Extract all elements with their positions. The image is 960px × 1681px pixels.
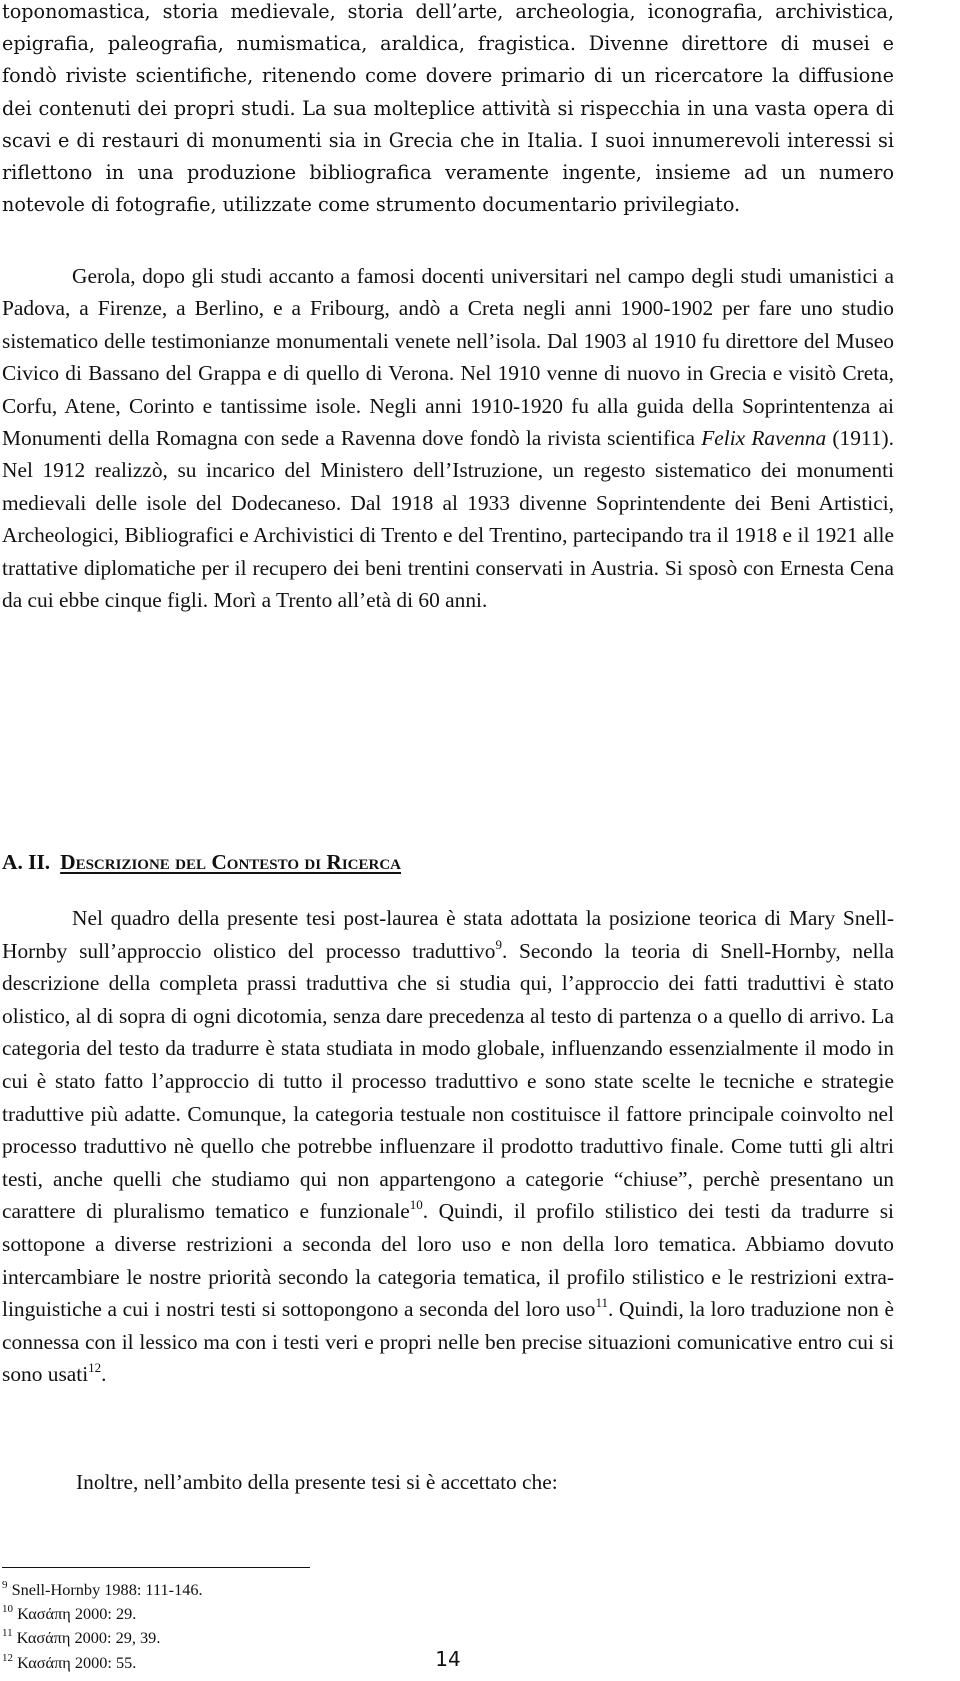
paragraph-biography-intro bbox=[2, 0, 894, 221]
footnote-reference[interactable]: 11 bbox=[595, 1295, 608, 1311]
footnote-reference[interactable]: 9 bbox=[495, 936, 502, 952]
footnote-item bbox=[2, 1602, 203, 1626]
footnote-number: 9 bbox=[2, 1579, 8, 1591]
footnote-number: 12 bbox=[2, 1651, 13, 1664]
paragraph-text: . Secondo la teoria di Snell-Hornby, nella descrizione della completa prassi traduttiva che si studia qui, l’approccio dei fatti traduttivi è stato olistico, al di sopra di ogni dicotomia, senza dare precedenza al testo di partenza o a quello di arrivo. La categoria del testo da tradurre è stata studiata in modo globale, influenzando essenzialmente il modo in cui è stato fatto l’approccio di tutto il processo traduttivo e sono state scelte le tecniche e strategie traduttive più adatte. Comunque, la categoria testuale non costituisce il fattore principale coinvolto nel processo traduttivo nè quello che potrebbe influenzare il prodotto traduttivo finale. Come tutti gli altri testi, anche quelli che studiamo qui non appartengono a categorie “chiuse”, perchè presentano un carattere di pluralismo tematico e funzionale bbox=[2, 938, 894, 1224]
journal-title: Felix Ravenna bbox=[701, 426, 827, 451]
paragraph-conclusion-lead bbox=[2, 1466, 894, 1499]
paragraph-text: Nel quadro della presente tesi post-laurea è stata adottata la posizione teorica di Mary Snell-Hornby sull’approccio olistico del processo traduttivo bbox=[2, 906, 894, 963]
footnote-number: 10 bbox=[2, 1603, 13, 1616]
paragraph-text: Inoltre, nell’ambito della presente tesi si è accettato che: bbox=[76, 1470, 558, 1494]
footnote-number: 11 bbox=[2, 1627, 13, 1640]
footnote-text: Κασάπη 2000: 29. bbox=[17, 1604, 137, 1624]
section-title: Descrizione del Contesto di Ricerca bbox=[60, 850, 402, 874]
footnote-reference[interactable]: 10 bbox=[409, 1197, 423, 1213]
section-heading bbox=[2, 850, 401, 875]
paragraph-text: Gerola, dopo gli studi accanto a famosi docenti universitari nel campo degli studi umanistici a Padova, a Firenze, a Berlino, e a Fribourg, andò a Creta negli anni 1900-1902 per fare uno studio sistematico delle testimonianze monumentali venete nell’isola. Dal 1903 al 1910 fu direttore del Museo Civico di Bassano del Grappa e di quello di Verona. Nel 1910 venne di nuovo in Grecia e visitò Creta, Corfu, Atene, Corinto e tantissime isole. Negli anni 1910-1920 fu alla guida della Soprintentenza ai Monumenti della Romagna con sede a Ravenna dove fondò la rivista scientifica bbox=[2, 264, 894, 451]
paragraph-text: toponomastica, storia medievale, storia dell’arte, archeologia, iconografia, archivistica, epigrafia, paleografia, numismatica, araldica, fragistica. Divenne direttore di musei e fondò riviste scientifiche, ritenendo come dovere primario di un ricercatore la diffusione dei contenuti dei propri studi. La sua molteplice attività si rispecchia in una vasta opera di scavi e di restauri di monumenti sia in Grecia che in Italia. I suoi innumerevoli interessi si riflettono in una produzione bibliografica veramente ingente, insieme ad un numero notevole di fotografie, utilizzate come strumento documentario privilegiato. bbox=[2, 0, 894, 217]
page-number: 14 bbox=[435, 1647, 461, 1671]
paragraph-text: . Quindi, la loro traduzione non è connessa con il lessico ma con i testi veri e propri nelle ben precise situazioni comunicative entro cui si sono usati bbox=[2, 1297, 895, 1387]
paragraph-text: (1911). Nel 1912 realizzò, su incarico del Ministero dell’Istruzione, un regesto sistematico dei monumenti medievali delle isole del Dodecaneso. Dal 1918 al 1933 divenne Soprintendente dei Beni Artistici, Archeologici, Bibliografici e Archivistici di Trento e del Trentino, partecipando tra il 1918 e il 1921 alle trattative diplomatiche per il recupero dei beni trentini conservati in Austria. Si sposò con Ernesta Cena da cui ebbe cinque figli. Morì a Trento all’età di 60 anni. bbox=[2, 426, 894, 613]
footnote-text: Κασάπη 2000: 55. bbox=[17, 1652, 137, 1672]
paragraph-text: . bbox=[101, 1362, 107, 1387]
footnote-text: Κασάπη 2000: 29, 39. bbox=[16, 1628, 161, 1648]
footnote-text: Snell-Hornby 1988: 111-146. bbox=[11, 1580, 203, 1599]
section-number: A. II. bbox=[2, 850, 51, 874]
footnote-reference[interactable]: 12 bbox=[88, 1360, 102, 1376]
paragraph-research-context bbox=[2, 902, 894, 1391]
footnote-separator bbox=[2, 1567, 310, 1568]
footnote-item bbox=[2, 1578, 203, 1602]
paragraph-biography-career bbox=[2, 260, 894, 616]
paragraph-text: . Quindi, il profilo stilistico dei testi da tradurre si sottopone a diverse restrizioni a seconda del loro uso e non della loro tematica. Abbiamo dovuto intercambiare le nostre priorità secondo la categoria tematica, il profilo stilistico e le restrizioni extra-linguistiche a cui i nostri testi si sottopongono a seconda del loro uso bbox=[2, 1199, 895, 1322]
